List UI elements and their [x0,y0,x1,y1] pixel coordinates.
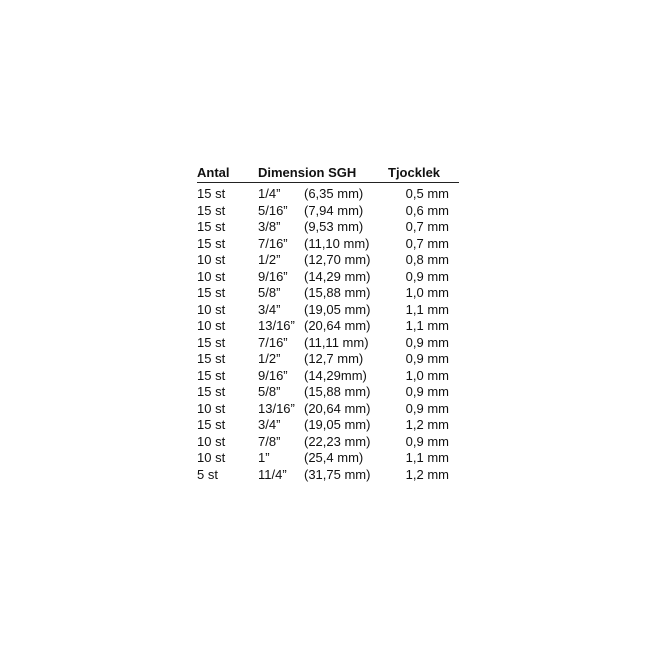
cell-inch: 3/4” [258,301,281,317]
cell-thickness: 0,6 mm [405,202,449,218]
cell-inch: 13/16” [258,318,295,333]
table-row [197,467,459,484]
table-row [197,384,459,401]
cell-thickness: 1,2 mm [405,417,449,432]
table-row [197,302,459,319]
cell-qty: 10 st [197,400,226,416]
cell-qty: 15 st [197,351,226,366]
cell-inch: 9/16” [258,268,288,284]
cell-inch: 7/16” [258,235,288,251]
cell-inch: 3/4” [258,417,281,432]
header-divider [197,182,459,183]
cell-mm: (7,94 mm) [304,202,364,218]
cell-inch: 5/16” [258,202,288,218]
cell-mm: (11,10 mm) [304,235,370,251]
table-row [197,236,459,253]
cell-qty: 15 st [197,219,226,234]
cell-thickness: 1,1 mm [405,450,449,465]
cell-inch: 13/16” [258,400,295,416]
cell-mm: (19,05 mm) [304,301,371,317]
cell-qty: 5 st [197,466,218,482]
cell-inch: 5/8” [258,285,281,300]
cell-inch: 1/2” [258,351,281,366]
table-body [197,186,459,483]
cell-qty: 10 st [197,450,226,465]
cell-mm: (6,35 mm) [304,186,364,201]
cell-mm: (20,64 mm) [304,400,371,416]
cell-thickness: 1,0 mm [405,285,449,300]
cell-inch: 3/8” [258,219,281,234]
cell-qty: 15 st [197,235,226,251]
cell-inch: 1/4” [258,186,281,201]
cell-thickness: 0,7 mm [405,219,449,234]
cell-thickness: 1,1 mm [405,318,449,333]
table-row [197,203,459,220]
cell-thickness: 0,9 mm [405,433,449,449]
cell-qty: 10 st [197,252,226,267]
cell-thickness: 0,9 mm [405,400,449,416]
cell-qty: 15 st [197,384,226,399]
cell-inch: 5/8” [258,384,281,399]
table-row [197,401,459,418]
table-row [197,186,459,203]
header-dimension: Dimension SGH [258,165,357,180]
cell-mm: (12,7 mm) [304,351,364,366]
cell-inch: 1/2” [258,252,281,267]
cell-thickness: 0,9 mm [405,351,449,366]
table-row [197,219,459,236]
cell-qty: 15 st [197,202,226,218]
table-row [197,368,459,385]
cell-qty: 15 st [197,417,226,432]
cell-inch: 7/16” [258,334,288,350]
cell-mm: (12,70 mm) [304,252,371,267]
cell-mm: (9,53 mm) [304,219,364,234]
header-thickness: Tjocklek [388,165,441,180]
cell-inch: 9/16” [258,367,288,383]
cell-mm: (20,64 mm) [304,318,371,333]
cell-mm: (25,4 mm) [304,450,364,465]
cell-mm: (19,05 mm) [304,417,371,432]
table-row [197,252,459,269]
cell-thickness: 0,9 mm [405,268,449,284]
cell-mm: (14,29mm) [304,367,367,383]
table-row [197,351,459,368]
cell-qty: 10 st [197,301,226,317]
cell-qty: 15 st [197,186,226,201]
cell-qty: 15 st [197,285,226,300]
table-row [197,434,459,451]
cell-thickness: 1,0 mm [405,367,449,383]
cell-thickness: 0,9 mm [405,334,449,350]
cell-thickness: 0,5 mm [405,186,449,201]
cell-qty: 15 st [197,334,226,350]
cell-thickness: 0,7 mm [405,235,449,251]
cell-mm: (11,11 mm) [304,334,369,350]
table-row [197,318,459,335]
table-row [197,335,459,352]
table-row [197,417,459,434]
cell-thickness: 0,9 mm [405,384,449,399]
cell-inch: 7/8” [258,433,281,449]
cell-qty: 10 st [197,433,226,449]
cell-thickness: 0,8 mm [405,252,449,267]
dimension-table [197,164,459,483]
cell-mm: (14,29 mm) [304,268,371,284]
cell-qty: 10 st [197,318,226,333]
cell-qty: 10 st [197,268,226,284]
header-qty: Antal [197,165,230,180]
cell-thickness: 1,1 mm [405,301,449,317]
table-header [197,164,459,182]
cell-inch: 1” [258,450,270,465]
table-row [197,285,459,302]
table-row [197,269,459,286]
cell-qty: 15 st [197,367,226,383]
cell-mm: (15,88 mm) [304,384,371,399]
cell-mm: (31,75 mm) [304,466,371,482]
cell-mm: (15,88 mm) [304,285,371,300]
cell-thickness: 1,2 mm [405,466,449,482]
cell-mm: (22,23 mm) [304,433,371,449]
cell-inch: 11/4” [258,466,287,482]
table-row [197,450,459,467]
